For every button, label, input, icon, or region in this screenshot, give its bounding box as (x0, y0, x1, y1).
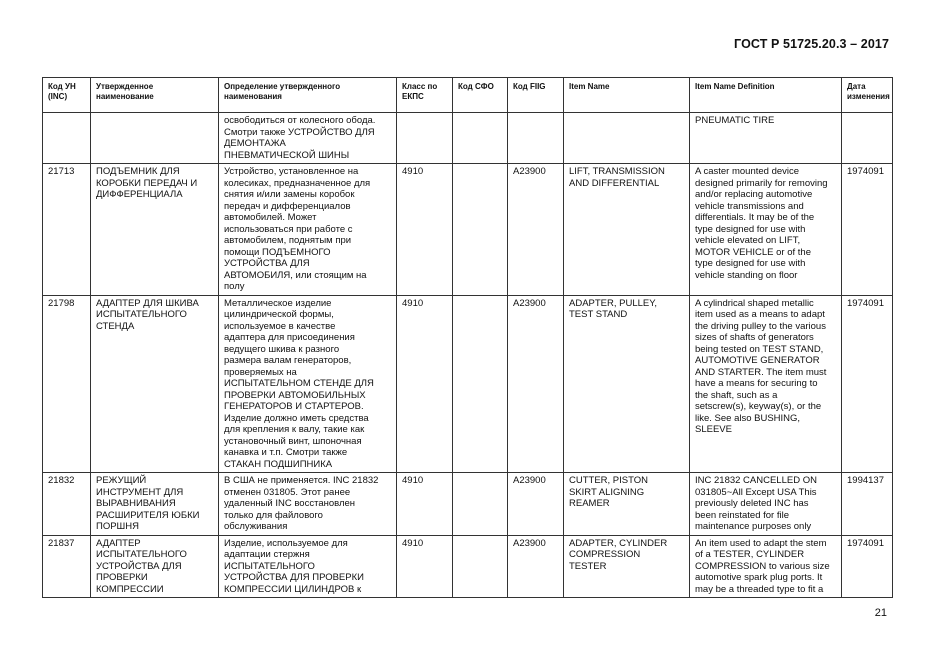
definition-cell (219, 473, 397, 536)
definition-cell (219, 295, 397, 473)
col-item-name-header (564, 78, 690, 113)
cell-text-line: освободиться от колесного обода. (224, 115, 376, 126)
cell-text-line: удаленный INC восстановлен (224, 498, 356, 509)
code-sfo-cell (453, 164, 508, 296)
cell-text-line: Устройство, установленное на (224, 166, 359, 177)
cell-text-line: АВТОМОБИЛЯ, или стоящим на (224, 269, 367, 281)
cell-text-line: проверяемых на (224, 366, 297, 378)
cell-text-line: like. See also BUSHING, (695, 412, 801, 424)
header-text-line: Определение утвержденного (224, 82, 341, 91)
cell-text-line: COMPRESSION to various size (695, 560, 830, 572)
col-code-sfo-header (453, 78, 508, 113)
cell-text-line: УСТРОЙСТВА ДЛЯ ПРОВЕРКИ (224, 572, 364, 583)
cell-text-line: REAMER (569, 498, 610, 509)
table-row (43, 473, 893, 536)
header-text-line: Код FIIG (513, 82, 546, 91)
cell-text-line: and/or replacing automotive (695, 189, 813, 200)
cell-text-line: INC 21832 CANCELLED ON (695, 475, 817, 486)
cell-text-line: КОМПРЕССИИ (96, 583, 164, 595)
cell-text-line: СТЕНДА (96, 320, 135, 332)
cell-text-line: maintenance purposes only (695, 521, 812, 532)
cell-text-line: An item used to adapt the stem (695, 537, 827, 549)
code-sfo-cell (453, 295, 508, 473)
col-code-fiig-header (508, 78, 564, 113)
cell-text-line: SLEEVE (695, 424, 732, 435)
cell-text-line: Смотри также УСТРОЙСТВО ДЛЯ (224, 126, 375, 138)
item-definition-cell (690, 164, 842, 296)
cell-text-line: адаптера для присоединения (224, 332, 355, 343)
class-ekps-cell: 4910 (397, 535, 453, 598)
cell-text-line: A cylindrical shaped metallic (695, 297, 814, 309)
cell-text-line: previously deleted INC has (695, 498, 809, 509)
cell-text-line: использоваться при работе с (224, 223, 353, 235)
header-text-line: ЕКПС (402, 92, 424, 101)
inc-cell: 21832 (43, 473, 91, 536)
cell-text-line: PNEUMATIC TIRE (695, 115, 775, 126)
cell-text-line: AND STARTER. The item must (695, 366, 827, 378)
cell-text-line: ПНЕВМАТИЧЕСКОЙ ШИНЫ (224, 149, 350, 161)
cell-text-line: автомобилем, поднятым при (224, 235, 352, 246)
class-ekps-cell: 4910 (397, 473, 453, 536)
cell-text-line: ИСПЫТАТЕЛЬНОГО (224, 560, 315, 572)
table-row (43, 164, 893, 296)
col-item-definition-header (690, 78, 842, 113)
cell-text-line: vehicle elevated on LIFT, (695, 235, 801, 246)
cell-text-line: установочный винт, шпоночная (224, 435, 362, 447)
cell-text-line: ИСПЫТАТЕЛЬНОМ СТЕНДЕ ДЛЯ (224, 378, 374, 389)
cell-text-line: Металлическое изделие (224, 297, 332, 309)
definition-cell (219, 164, 397, 296)
cell-text-line: MOTOR VEHICLE or of the (695, 246, 811, 258)
header-text-line: Код СФО (458, 82, 494, 91)
cell-text-line: адаптации стержня (224, 549, 310, 560)
item-definition-cell (690, 295, 842, 473)
cell-text-line: sizes of shafts of generators (695, 332, 814, 343)
cell-text-line: ПОДЪЕМНИК ДЛЯ (96, 166, 180, 177)
cell-text-line: setscrew(s), keyway(s), or the (695, 401, 822, 412)
header-text-line: Дата (847, 82, 866, 91)
cell-text-line: автомобилей. Может (224, 212, 317, 223)
header-text-line: изменения (847, 92, 890, 101)
definition-cell (219, 535, 397, 598)
table-row (43, 113, 893, 164)
item-definition-cell (690, 535, 842, 598)
document-standard-header: ГОСТ Р 51725.20.3 – 2017 (734, 37, 889, 51)
cell-text-line: differentials. It may be of the (695, 212, 815, 223)
cell-text-line: обслуживания (224, 521, 288, 532)
item-name-cell (564, 295, 690, 473)
item-name-table (42, 77, 893, 598)
item-name-cell (564, 535, 690, 598)
approved-name-cell (91, 113, 219, 164)
cell-text-line: automotive spark plug ports. It (695, 572, 823, 583)
approved-name-cell (91, 473, 219, 536)
cell-text-line: полу (224, 281, 245, 292)
change-date-cell: 1974091 (842, 295, 893, 473)
col-date-header (842, 78, 893, 113)
cell-text-line: TEST STAND (569, 309, 628, 320)
cell-text-line: Изделие должно иметь средства (224, 412, 369, 424)
table-header-row (43, 78, 893, 113)
header-text-line: Код УН (48, 82, 76, 91)
header-text-line: Item Name Definition (695, 82, 775, 91)
cell-text-line: АДАПТЕР (96, 537, 141, 549)
approved-name-cell (91, 164, 219, 296)
cell-text-line: СТАКАН ПОДШИПНИКА (224, 458, 333, 470)
code-sfo-cell (453, 473, 508, 536)
header-text-line: Утвержденное (96, 82, 154, 91)
cell-text-line: type designed for use with (695, 223, 806, 235)
item-name-cell (564, 473, 690, 536)
table-body (43, 113, 893, 598)
cell-text-line: type designed for use with (695, 258, 806, 269)
col-definition-ru-header (219, 78, 397, 113)
approved-name-cell (91, 535, 219, 598)
table-row (43, 295, 893, 473)
code-fiig-cell: A23900 (508, 295, 564, 473)
cell-text-line: ПОРШНЯ (96, 521, 139, 532)
inc-cell: 21837 (43, 535, 91, 598)
cell-text-line: vehicle transmissions and (695, 200, 804, 212)
cell-text-line: ИСПЫТАТЕЛЬНОГО (96, 309, 187, 320)
table-row (43, 535, 893, 598)
definition-cell (219, 113, 397, 164)
cell-text-line: ADAPTER, CYLINDER (569, 537, 668, 549)
item-name-cell (564, 164, 690, 296)
cell-text-line: для крепления к валу, такие как (224, 424, 365, 435)
cell-text-line: ГЕНЕРАТОРОВ И СТАРТЕРОВ. (224, 401, 364, 412)
cell-text-line: помощи ПОДЪЕМНОГО (224, 246, 331, 258)
cell-text-line: of a TESTER, CYLINDER (695, 549, 805, 560)
cell-text-line: УСТРОЙСТВА ДЛЯ (224, 258, 310, 269)
cell-text-line: SKIRT ALIGNING (569, 486, 645, 498)
col-inc-header (43, 78, 91, 113)
cell-text-line: ведущего шкива к разного (224, 343, 340, 355)
page-number: 21 (874, 607, 887, 619)
inc-cell (43, 113, 91, 164)
cell-text-line: the driving pulley to the various (695, 320, 826, 332)
cell-text-line: ВЫРАВНИВАНИЯ (96, 498, 176, 509)
header-text-line: наименование (96, 92, 154, 101)
cell-text-line: канавка и т.п. Смотри также (224, 447, 348, 458)
cell-text-line: TESTER (569, 560, 607, 572)
cell-text-line: В США не применяется. INC 21832 (224, 475, 379, 486)
code-sfo-cell (453, 113, 508, 164)
code-fiig-cell (508, 113, 564, 164)
item-name-cell (564, 113, 690, 164)
cell-text-line: LIFT, TRANSMISSION (569, 166, 665, 177)
cell-text-line: may be a threaded type to fit a (695, 583, 824, 595)
cell-text-line: item used as a means to adapt (695, 309, 825, 320)
cell-text-line: been reinstated for file (695, 509, 790, 521)
cell-text-line: только для файлового (224, 509, 323, 521)
col-class-ekps-header (397, 78, 453, 113)
class-ekps-cell: 4910 (397, 164, 453, 296)
inc-cell: 21798 (43, 295, 91, 473)
cell-text-line: designed primarily for removing (695, 177, 828, 189)
code-fiig-cell: A23900 (508, 535, 564, 598)
cell-text-line: используемое в качестве (224, 320, 336, 332)
header-text-line: Класс по (402, 82, 438, 91)
cell-text-line: being tested on TEST STAND, (695, 343, 824, 355)
cell-text-line: COMPRESSION (569, 549, 641, 560)
cell-text-line: АДАПТЕР ДЛЯ ШКИВА (96, 297, 199, 309)
cell-text-line: КОРОБКИ ПЕРЕДАЧ И (96, 177, 198, 189)
cell-text-line: have a means for securing to (695, 378, 818, 389)
cell-text-line: ДИФФЕРЕНЦИАЛА (96, 189, 183, 200)
cell-text-line: A caster mounted device (695, 166, 800, 177)
header-text-line: наименования (224, 92, 282, 101)
cell-text-line: ИНСТРУМЕНТ ДЛЯ (96, 486, 184, 498)
change-date-cell: 1994137 (842, 473, 893, 536)
header-text-line: (INC) (48, 92, 68, 101)
cell-text-line: УСТРОЙСТВА ДЛЯ (96, 560, 182, 572)
cell-text-line: снятия и/или замены коробок (224, 189, 355, 200)
cell-text-line: ИСПЫТАТЕЛЬНОГО (96, 549, 187, 560)
code-sfo-cell (453, 535, 508, 598)
cell-text-line: отменен 031805. Этот ранее (224, 486, 351, 498)
cell-text-line: 031805~All Except USA This (695, 486, 817, 498)
cell-text-line: РЕЖУЩИЙ (96, 475, 147, 486)
code-fiig-cell: A23900 (508, 164, 564, 296)
item-definition-cell (690, 113, 842, 164)
cell-text-line: КОМПРЕССИИ ЦИЛИНДРОВ к (224, 583, 362, 595)
cell-text-line: vehicle standing on floor (695, 269, 798, 281)
cell-text-line: ПРОВЕРКИ (96, 572, 148, 583)
change-date-cell (842, 113, 893, 164)
change-date-cell: 1974091 (842, 164, 893, 296)
cell-text-line: РАСШИРИТЕЛЯ ЮБКИ (96, 509, 200, 521)
inc-cell: 21713 (43, 164, 91, 296)
item-definition-cell (690, 473, 842, 536)
cell-text-line: the shaft, such as a (695, 389, 778, 401)
approved-name-cell (91, 295, 219, 473)
class-ekps-cell: 4910 (397, 295, 453, 473)
change-date-cell: 1974091 (842, 535, 893, 598)
cell-text-line: Изделие, используемое для (224, 537, 348, 549)
header-text-line: Item Name (569, 82, 610, 91)
cell-text-line: AUTOMOTIVE GENERATOR (695, 355, 820, 366)
cell-text-line: ADAPTER, PULLEY, (569, 297, 658, 309)
cell-text-line: CUTTER, PISTON (569, 475, 648, 486)
cell-text-line: размера валам генераторов, (224, 355, 352, 366)
cell-text-line: передач и дифференциалов (224, 200, 351, 212)
class-ekps-cell (397, 113, 453, 164)
cell-text-line: ДЕМОНТАЖА (224, 138, 286, 149)
code-fiig-cell: A23900 (508, 473, 564, 536)
cell-text-line: AND DIFFERENTIAL (569, 177, 660, 189)
cell-text-line: ПРОВЕРКИ АВТОМОБИЛЬНЫХ (224, 389, 366, 401)
cell-text-line: колесиках, предназначенное для (224, 177, 371, 189)
cell-text-line: цилиндрической формы, (224, 309, 334, 320)
col-name-ru-header (91, 78, 219, 113)
